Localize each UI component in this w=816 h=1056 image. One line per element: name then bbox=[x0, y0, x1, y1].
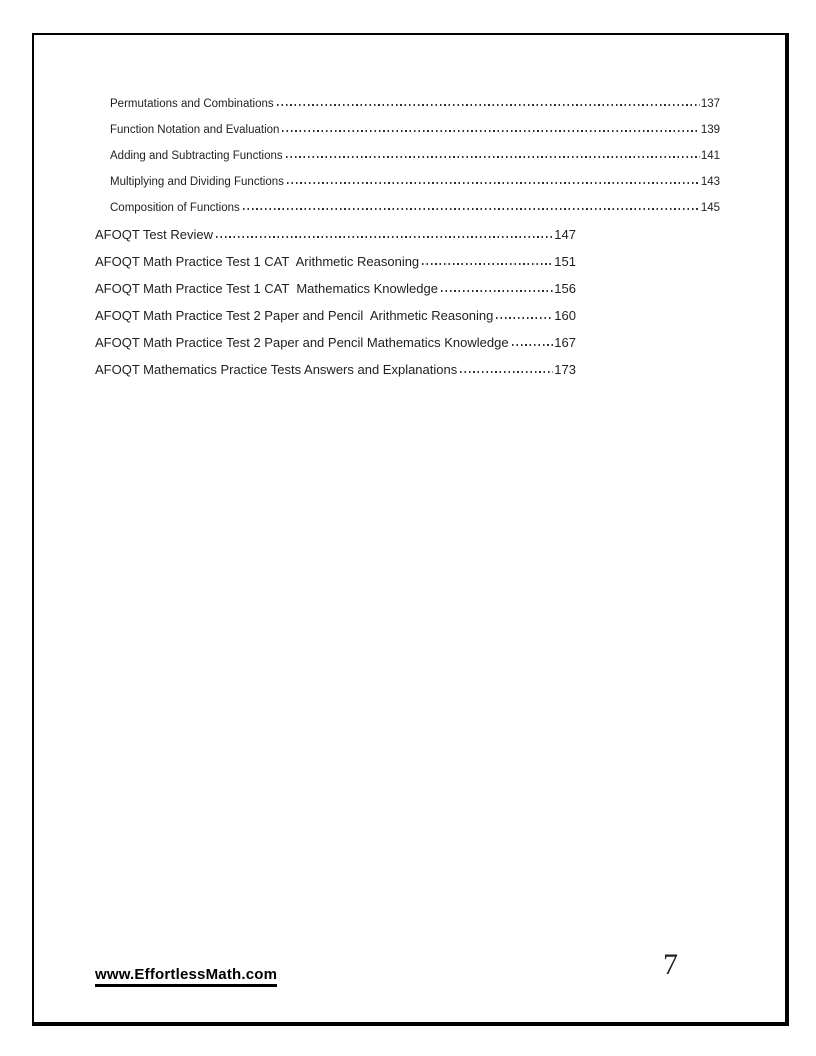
toc-entry-page: 173 bbox=[554, 362, 576, 377]
toc-entry-page: 147 bbox=[554, 227, 576, 242]
toc-entry-label: AFOQT Test Review bbox=[95, 227, 213, 242]
dot-leader bbox=[277, 104, 700, 106]
toc-entry bbox=[95, 356, 576, 383]
toc-entry bbox=[95, 221, 576, 248]
toc-entry bbox=[110, 195, 720, 221]
toc-entry bbox=[95, 302, 576, 329]
toc-entry-label: Function Notation and Evaluation bbox=[110, 124, 280, 136]
dot-leader bbox=[287, 182, 700, 184]
dot-leader bbox=[460, 371, 553, 373]
footer-page-number: 7 bbox=[663, 948, 678, 981]
toc-entry bbox=[95, 329, 576, 356]
toc-entry-page: 143 bbox=[700, 176, 720, 188]
toc-entry-page: 160 bbox=[554, 308, 576, 323]
toc-entry-label: AFOQT Math Practice Test 1 CAT Mathematics Knowledge bbox=[95, 281, 438, 296]
toc-entry-label: Permutations and Combinations bbox=[110, 98, 274, 110]
toc-entry bbox=[110, 117, 720, 143]
dot-leader bbox=[512, 344, 554, 346]
toc-sub-block bbox=[0, 91, 816, 221]
dot-leader bbox=[422, 263, 553, 265]
toc-entry-label: Multiplying and Dividing Functions bbox=[110, 176, 284, 188]
toc-entry-label: Adding and Subtracting Functions bbox=[110, 150, 283, 162]
toc-entry bbox=[110, 91, 720, 117]
dot-leader bbox=[286, 156, 700, 158]
toc-entry bbox=[110, 169, 720, 195]
dot-leader bbox=[282, 130, 699, 132]
toc-entry-label: AFOQT Mathematics Practice Tests Answers and Explanations bbox=[95, 362, 458, 377]
toc-entry bbox=[95, 248, 576, 275]
toc-entry-label: AFOQT Math Practice Test 2 Paper and Pencil Mathematics Knowledge bbox=[95, 335, 509, 350]
dot-leader bbox=[216, 236, 553, 238]
toc-entry-label: AFOQT Math Practice Test 1 CAT Arithmetic Reasoning bbox=[95, 254, 420, 269]
toc-main-block bbox=[0, 221, 816, 383]
toc-entry-label: Composition of Functions bbox=[110, 202, 240, 214]
toc-entry bbox=[110, 143, 720, 169]
toc-entry-page: 167 bbox=[554, 335, 576, 350]
toc-entry bbox=[95, 275, 576, 302]
toc-entry-page: 141 bbox=[700, 150, 720, 162]
dot-leader bbox=[496, 317, 553, 319]
footer-website-link[interactable]: www.EffortlessMath.com bbox=[95, 966, 277, 987]
dot-leader bbox=[243, 208, 700, 210]
table-of-contents bbox=[0, 91, 816, 383]
dot-leader bbox=[441, 290, 553, 292]
toc-entry-page: 137 bbox=[700, 98, 720, 110]
toc-entry-page: 145 bbox=[700, 202, 720, 214]
toc-entry-label: AFOQT Math Practice Test 2 Paper and Pencil Arithmetic Reasoning bbox=[95, 308, 494, 323]
toc-entry-page: 139 bbox=[700, 124, 720, 136]
toc-entry-page: 151 bbox=[554, 254, 576, 269]
toc-entry-page: 156 bbox=[554, 281, 576, 296]
